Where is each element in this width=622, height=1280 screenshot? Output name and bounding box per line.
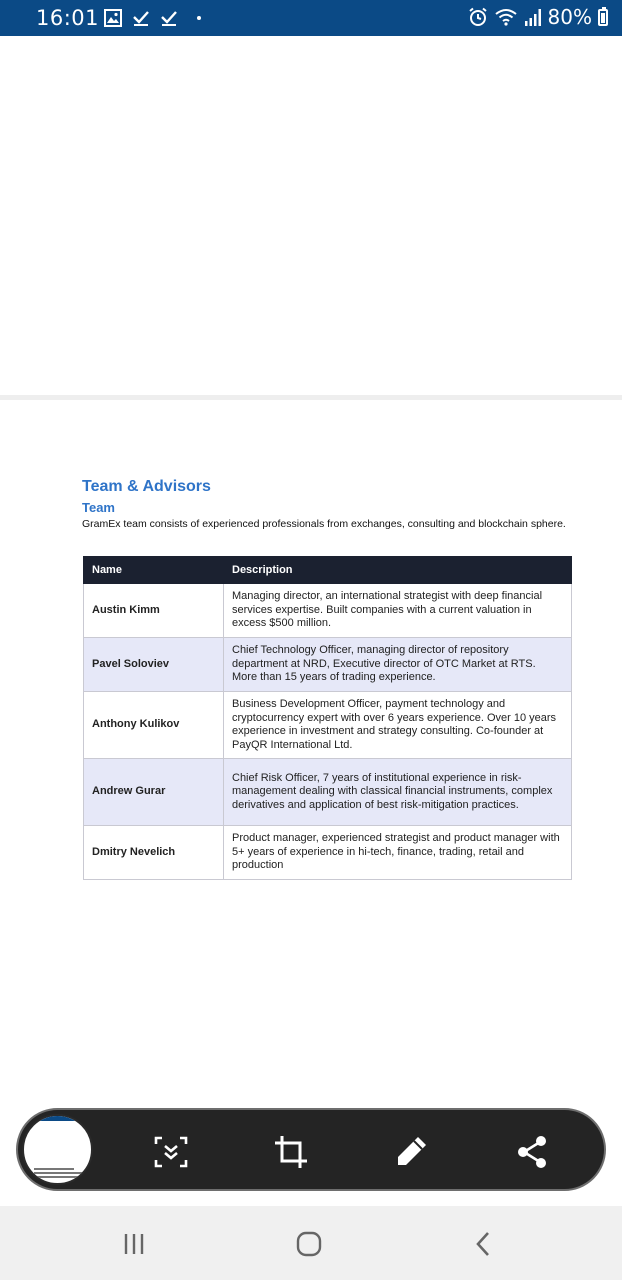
member-description: Product manager, experienced strategist and product manager with 5+ years of experience in hi-tech, finance, trading, retail and production	[224, 826, 572, 880]
edit-button[interactable]	[389, 1130, 433, 1174]
member-name: Pavel Soloviev	[84, 638, 224, 692]
thumbnail-status-strip	[24, 1116, 91, 1121]
table-row	[84, 826, 572, 880]
back-button[interactable]	[463, 1226, 503, 1262]
recent-apps-button[interactable]	[114, 1226, 154, 1262]
navigation-bar	[0, 1206, 622, 1280]
screenshot-thumbnail[interactable]	[22, 1114, 93, 1185]
battery-icon	[598, 9, 608, 26]
member-description: Chief Technology Officer, managing director of repository department at NRD, Executive director of OTC Market at RTS. More than 15 years of trading experience.	[224, 638, 572, 692]
table-row	[84, 638, 572, 692]
scroll-capture-icon	[151, 1132, 191, 1172]
table-row	[84, 584, 572, 638]
share-button[interactable]	[510, 1130, 554, 1174]
edit-pencil-icon	[391, 1132, 431, 1172]
thumbnail-line	[34, 1168, 74, 1170]
table-row	[84, 692, 572, 759]
table-row	[84, 759, 572, 826]
crop-icon	[271, 1132, 311, 1172]
share-icon	[512, 1132, 552, 1172]
header-name: Name	[84, 557, 224, 584]
home-icon	[291, 1226, 327, 1262]
thumbnail-line	[34, 1172, 82, 1174]
team-table	[83, 556, 572, 880]
section-title: Team & Advisors	[82, 478, 211, 495]
member-name: Anthony Kulikov	[84, 692, 224, 759]
wifi-icon	[494, 7, 518, 27]
status-bar	[0, 0, 622, 36]
battery-percent: 80%	[547, 5, 592, 29]
alarm-icon	[468, 7, 488, 27]
member-description: Business Development Officer, payment technology and cryptocurrency expert with over 6 years experience. Over 10 years experience in investment and strategy consulting. Co-founder at PayQR International Ltd.	[224, 692, 572, 759]
thumbnail-line	[34, 1176, 78, 1178]
screenshot-toolbar	[16, 1108, 606, 1191]
signal-icon	[524, 7, 542, 27]
dot-icon	[196, 15, 202, 21]
table-header-row	[84, 557, 572, 584]
intro-text: GramEx team consists of experienced professionals from exchanges, consulting and blockchain sphere.	[82, 518, 566, 530]
member-name: Dmitry Nevelich	[84, 826, 224, 880]
page-divider	[0, 395, 622, 400]
crop-button[interactable]	[269, 1130, 313, 1174]
image-icon	[104, 9, 122, 27]
recent-apps-icon	[116, 1226, 152, 1262]
status-time: 16:01	[36, 6, 100, 30]
scroll-capture-button[interactable]	[149, 1130, 193, 1174]
section-subtitle: Team	[82, 500, 115, 515]
back-icon	[465, 1226, 501, 1262]
checkbox-download-icon	[160, 9, 178, 27]
member-description: Managing director, an international strategist with deep financial services expertise. Built companies with a current valuation in excess $500 million.	[224, 584, 572, 638]
header-description: Description	[224, 557, 572, 584]
member-name: Austin Kimm	[84, 584, 224, 638]
home-button[interactable]	[289, 1226, 329, 1262]
member-name: Andrew Gurar	[84, 759, 224, 826]
status-right-group	[468, 5, 608, 29]
member-description: Chief Risk Officer, 7 years of institutional experience in risk-management dealing with classical financial instruments, complex derivatives and application of best risk-mitigation practices.	[224, 759, 572, 826]
checkbox-download-icon	[132, 9, 150, 27]
